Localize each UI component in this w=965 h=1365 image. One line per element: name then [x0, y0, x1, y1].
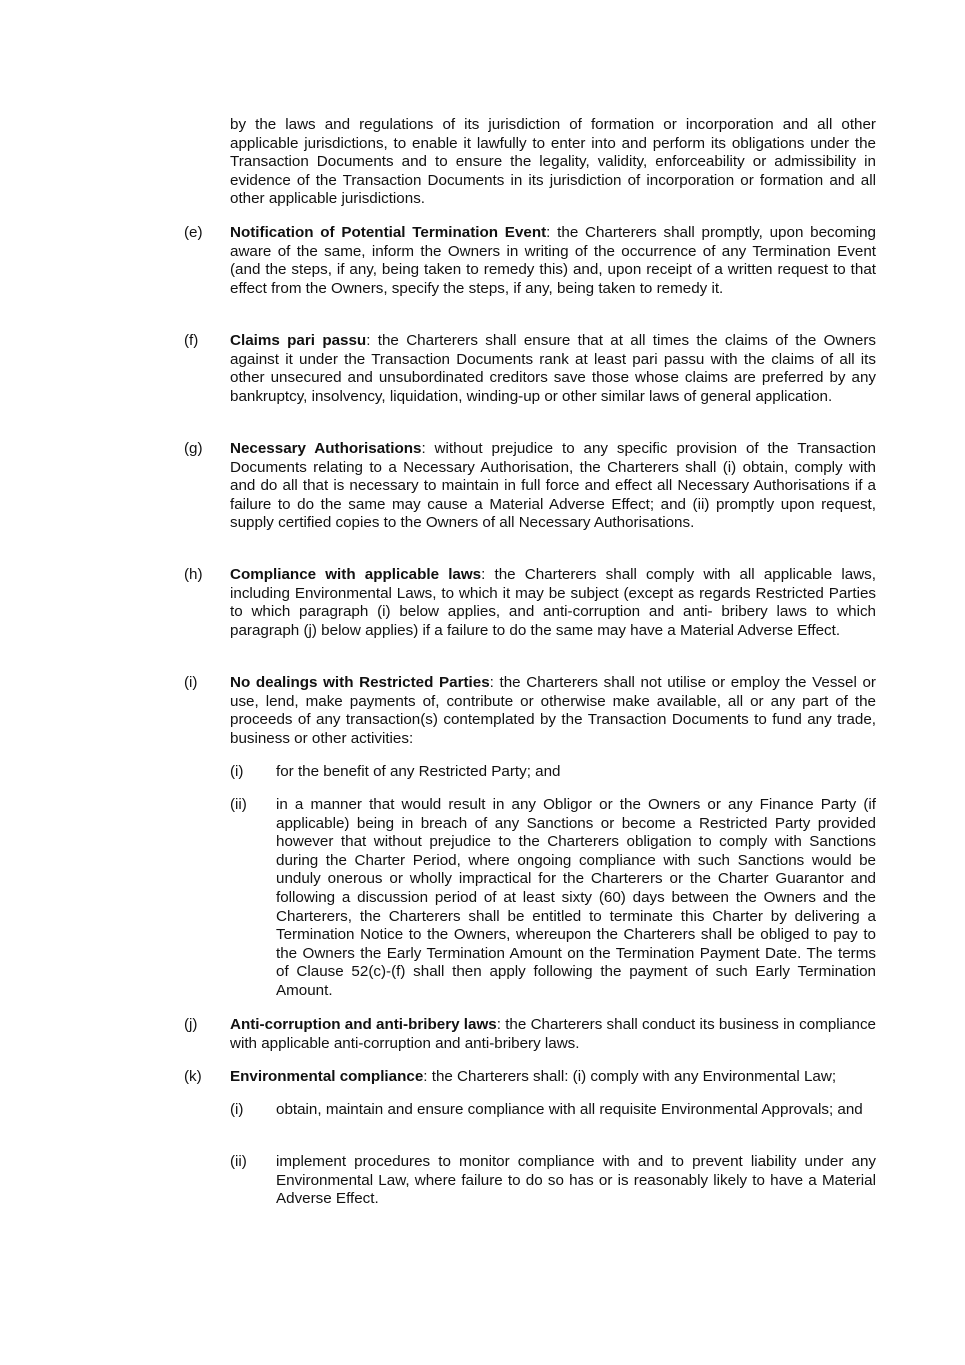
- sub-k-i-paragraph: obtain, maintain and ensure compliance with all requisite Environmental Approvals; and: [276, 1101, 863, 1118]
- clause-g-heading: Necessary Authorisations: [230, 440, 422, 457]
- intro-paragraph: by the laws and regulations of its jurisdiction of formation or incorporation and all other applicable jurisdictions, to enable it lawfully to enter into and perform its obligations under the Transaction Documents and to ensure the legality, validity, enforceability or admissibility in evidence of the Transaction Documents in its jurisdiction of incorporation or formation and all other applicable jurisdictions.: [230, 116, 876, 208]
- clause-j-paragraph: [230, 1016, 876, 1053]
- clause-number-g: (g): [184, 440, 203, 457]
- clause-e-body: : the Charterers shall promptly, upon becoming aware of the same, inform the Owners in writing of the occurrence of any Termination Event (and the steps, if any, being taken to remedy this) and, upon receipt of a written request to that effect from the Owners, specify the steps, if any, being taken to remedy it.: [230, 224, 876, 297]
- clause-number-h: (h): [184, 566, 203, 583]
- clause-g-paragraph: [230, 440, 876, 533]
- clause-g-body: : without prejudice to any specific provision of the Transaction Documents relating to a Necessary Authorisation, the Charterers shall (i) obtain, comply with and do all that is necessary to maintain in full force and effect all Necessary Authorisations if a failure to do the same may cause a Material Adverse Effect; and (ii) promptly upon request, supply certified copies to the Owners of all Necessary Authorisations.: [230, 440, 876, 532]
- clause-i-paragraph: [230, 674, 876, 748]
- clause-i-heading: No dealings with Restricted Parties: [230, 674, 490, 691]
- clause-h-paragraph: [230, 566, 876, 640]
- clause-number-e: (e): [184, 224, 203, 241]
- sub-ii-paragraph: in a manner that would result in any Obligor or the Owners or any Finance Party (if applicable) being in breach of any Sanctions or become a Restricted Party provided however that without prejudice to the Charterers obligation to comply with Sanctions during the Charter Period, where ongoing compliance with such Sanctions would be unduly onerous or wholly impractical for the Charterers or the Charter Guarantor and following a discussion period of at least sixty (60) days between the Owners and the Charterers, the Charterers shall be entitled to terminate this Charter by delivering a Termination Notice to the Owners, whereupon the Charterers shall be obliged to pay to the Owners the Early Termination Amount on the Termination Payment Date. The terms of Clause 52(c)-(f) shall then apply following the payment of such Early Termination Amount.: [276, 796, 876, 999]
- sub-ii-number: (ii): [230, 796, 247, 813]
- clause-e-paragraph: [230, 224, 876, 298]
- clause-j-body: : the Charterers shall conduct its business in compliance with applicable anti-corruption and anti-bribery laws.: [230, 1016, 876, 1052]
- clause-k-heading: Environmental compliance: [230, 1068, 424, 1085]
- clause-h-body: : the Charterers shall comply with all applicable laws, including Environmental Laws, to which it may be subject (except as regards Restricted Parties to which paragraph (i) below applies, and anti-corruption and anti- bribery laws to which paragraph (j) below applies) if a failure to do the same may have a Material Adverse Effect.: [230, 566, 876, 639]
- clause-f-body: : the Charterers shall ensure that at all times the claims of the Owners against it under the Transaction Documents rank at least pari passu with the claims of all its other unsecured and unsubordinated creditors save those whose claims are preferred by any bankruptcy, insolvency, liquidation, winding-up or other similar laws of general application.: [230, 332, 876, 405]
- sub-i-number: (i): [230, 763, 244, 780]
- clause-number-k: (k): [184, 1068, 202, 1085]
- clause-e-heading: Notification of Potential Termination Event: [230, 224, 547, 241]
- clause-j-heading: Anti-corruption and anti-bribery laws: [230, 1016, 497, 1033]
- clause-f-paragraph: [230, 332, 876, 406]
- clause-number-i: (i): [184, 674, 198, 691]
- clause-k-body: : the Charterers shall: (i) comply with any Environmental Law;: [423, 1068, 837, 1085]
- clause-h-heading: Compliance with applicable laws: [230, 566, 482, 583]
- clause-f-heading: Claims pari passu: [230, 332, 367, 349]
- clause-i-body: : the Charterers shall not utilise or employ the Vessel or use, lend, make payments of, contribute or otherwise make available, all or any part of the proceeds of any transaction(s) contemplated by the Transaction Documents to fund any trade, business or other activities:: [230, 674, 876, 747]
- clause-number-f: (f): [184, 332, 199, 349]
- clause-number-j: (j): [184, 1016, 198, 1033]
- sub-i-paragraph: for the benefit of any Restricted Party; and: [276, 763, 561, 780]
- sub-k-ii-number: (ii): [230, 1153, 247, 1170]
- sub-k-ii-paragraph: implement procedures to monitor compliance with and to prevent liability under any Environmental Law, where failure to do so has or is reasonably likely to have a Material Adverse Effect.: [276, 1153, 876, 1208]
- clause-k-paragraph: [230, 1068, 876, 1087]
- sub-k-i-number: (i): [230, 1101, 244, 1118]
